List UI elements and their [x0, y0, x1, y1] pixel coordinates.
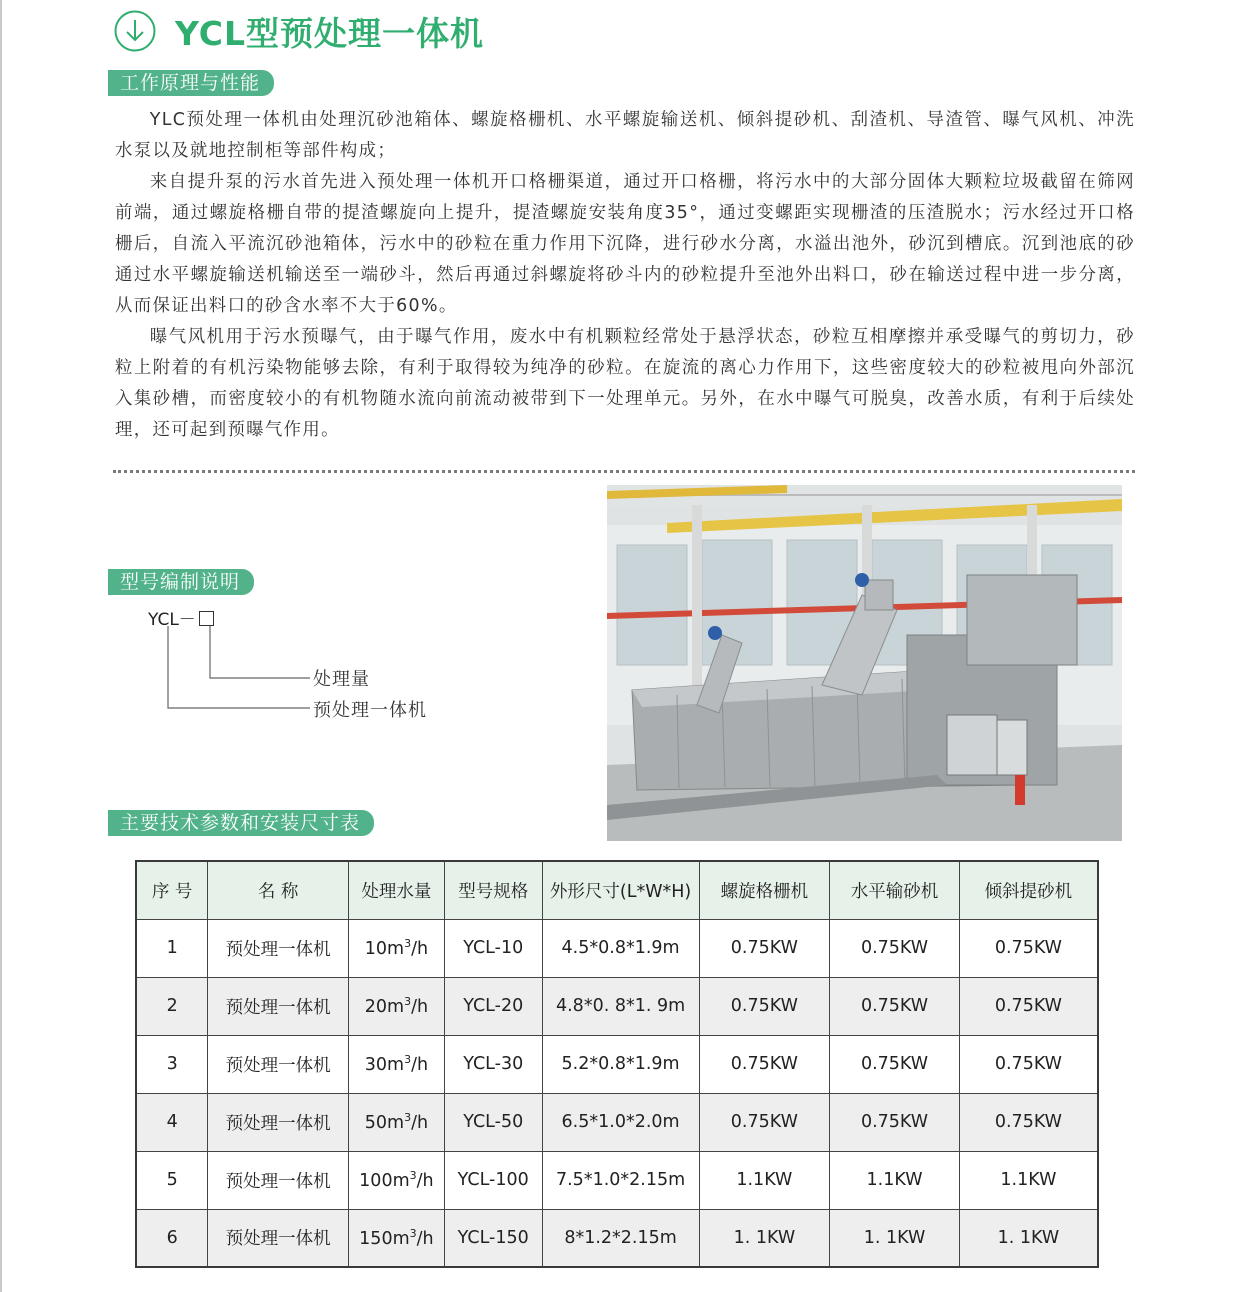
- flow-unit-suffix: /h: [416, 1171, 434, 1191]
- cell-inclined-lifter: 0.75KW: [959, 1035, 1098, 1093]
- flow-unit-suffix: /h: [411, 997, 429, 1017]
- cell-no: 6: [136, 1209, 208, 1267]
- cell-size: 4.5*0.8*1.9m: [542, 919, 699, 977]
- cell-no: 1: [136, 919, 208, 977]
- flow-unit-suffix: /h: [411, 1113, 429, 1133]
- spec-table: [135, 860, 1099, 1268]
- cell-no: 4: [136, 1093, 208, 1151]
- intro-paragraph-1: YLC预处理一体机由处理沉砂池箱体、螺旋格栅机、水平螺旋输送机、倾斜提砂机、刮渣机、导渣管、曝气风机、冲洗水泵以及就地控制柜等部件构成；: [115, 110, 1135, 161]
- page-title: YCL型预处理一体机: [175, 13, 484, 53]
- cell-flow: [348, 1209, 444, 1267]
- cell-inclined-lifter: 0.75KW: [959, 1093, 1098, 1151]
- model-code-lines: [160, 626, 320, 726]
- model-code-prefix: YCL－: [148, 610, 196, 630]
- cell-inclined-lifter: 0.75KW: [959, 919, 1098, 977]
- header-model: 型号规格: [444, 861, 542, 919]
- cell-horizontal-conveyor: 0.75KW: [830, 1093, 960, 1151]
- equipment-photo: [607, 485, 1122, 841]
- cell-size: 8*1.2*2.15m: [542, 1209, 699, 1267]
- cell-flow: [348, 1035, 444, 1093]
- cell-horizontal-conveyor: 0.75KW: [830, 977, 960, 1035]
- cell-horizontal-conveyor: 1. 1KW: [830, 1209, 960, 1267]
- cell-flow: [348, 919, 444, 977]
- header-size: 外形尺寸(L*W*H): [542, 861, 699, 919]
- down-arrow-circle-icon: [113, 9, 157, 53]
- flow-unit-sup: 3: [404, 1053, 412, 1066]
- table-row: [136, 1035, 1098, 1093]
- cell-model: YCL-50: [444, 1093, 542, 1151]
- cell-size: 7.5*1.0*2.15m: [542, 1151, 699, 1209]
- cell-screw-screen: 1.1KW: [699, 1151, 830, 1209]
- cell-no: 2: [136, 977, 208, 1035]
- cell-no: 3: [136, 1035, 208, 1093]
- flow-unit-suffix: /h: [416, 1228, 434, 1249]
- intro-paragraph-2: 来自提升泵的污水首先进入预处理一体机开口格栅渠道，通过开口格栅，将污水中的大部分固体大颗粒垃圾截留在筛网前端，通过螺旋格栅自带的提渣螺旋向上提升，提渣螺旋安装角度35°，通过变螺距实现栅渣的压渣脱水；污水经过开口格栅后，自流入平流沉砂池箱体，污水中的砂粒在重力作用下沉降，进行砂水分离，水溢出池外，砂沉到槽底。沉到池底的砂通过水平螺旋输送机输送至一端砂斗，然后再通过斜螺旋将砂斗内的砂粒提升至池外出料口，砂在输送过程中进一步分离，从而保证出料口的砂含水率不大于60%。: [115, 172, 1135, 316]
- flow-unit-sup: 3: [409, 1226, 417, 1240]
- cell-no: 5: [136, 1151, 208, 1209]
- cell-screw-screen: 0.75KW: [699, 1035, 830, 1093]
- table-row: [136, 1093, 1098, 1151]
- flow-unit-base: m: [392, 1228, 410, 1249]
- section-tag-principle: 工作原理与性能: [108, 70, 274, 96]
- model-code-box: [199, 611, 214, 626]
- cell-model: YCL-150: [444, 1209, 542, 1267]
- section-tag-model-code: 型号编制说明: [108, 569, 254, 595]
- intro-paragraph-3: 曝气风机用于污水预曝气，由于曝气作用，废水中有机颗粒经常处于悬浮状态，砂粒互相摩擦并承受曝气的剪切力，砂粒上附着的有机污染物能够去除，有利于取得较为纯净的砂粒。在旋流的离心力作用下，这些密度较大的砂粒被甩向外部沉入集砂槽，而密度较小的有机物随水流向前流动被带到下一处理单元。另外，在水中曝气可脱臭，改善水质，有利于后续处理，还可起到预曝气作用。: [115, 327, 1135, 440]
- table-header-row: [136, 861, 1098, 919]
- header-inclined-lifter: 倾斜提砂机: [959, 861, 1098, 919]
- cell-inclined-lifter: 1.1KW: [959, 1151, 1098, 1209]
- cell-screw-screen: 0.75KW: [699, 977, 830, 1035]
- cell-screw-screen: 0.75KW: [699, 919, 830, 977]
- cell-name: 预处理一体机: [208, 1151, 349, 1209]
- flow-unit-sup: 3: [404, 995, 412, 1008]
- header-no: 序 号: [136, 861, 208, 919]
- section-tag-params: 主要技术参数和安装尺寸表: [108, 810, 374, 836]
- cell-name: 预处理一体机: [208, 919, 349, 977]
- cell-size: 5.2*0.8*1.9m: [542, 1035, 699, 1093]
- cell-flow: [348, 977, 444, 1035]
- cell-horizontal-conveyor: 0.75KW: [830, 1035, 960, 1093]
- header-name: 名 称: [208, 861, 349, 919]
- model-label-name: 预处理一体机: [313, 700, 427, 721]
- cell-horizontal-conveyor: 0.75KW: [830, 919, 960, 977]
- cell-inclined-lifter: 1. 1KW: [959, 1209, 1098, 1267]
- flow-unit-base: m: [387, 1113, 405, 1133]
- flow-unit-sup: 3: [404, 937, 412, 950]
- flow-unit-base: m: [387, 997, 405, 1017]
- flow-unit-sup: 3: [404, 1111, 412, 1124]
- flow-unit-suffix: /h: [411, 1055, 429, 1075]
- flow-value: 50: [364, 1113, 388, 1133]
- page-left-border: [0, 0, 2, 1292]
- cell-inclined-lifter: 0.75KW: [959, 977, 1098, 1035]
- table-row: [136, 1151, 1098, 1209]
- cell-size: 6.5*1.0*2.0m: [542, 1093, 699, 1151]
- cell-screw-screen: 0.75KW: [699, 1093, 830, 1151]
- cell-model: YCL-10: [444, 919, 542, 977]
- flow-unit-base: m: [387, 939, 405, 959]
- principle-text: [115, 105, 1135, 446]
- flow-value: 10: [364, 939, 388, 959]
- cell-flow: [348, 1151, 444, 1209]
- cell-model: YCL-100: [444, 1151, 542, 1209]
- header-screw-screen: 螺旋格栅机: [699, 861, 830, 919]
- cell-flow: [348, 1093, 444, 1151]
- flow-unit-sup: 3: [409, 1169, 417, 1182]
- cell-name: 预处理一体机: [208, 1035, 349, 1093]
- header-flow: 处理水量: [348, 861, 444, 919]
- cell-horizontal-conveyor: 1.1KW: [830, 1151, 960, 1209]
- flow-value: 100: [359, 1171, 393, 1191]
- table-row: [136, 1209, 1098, 1267]
- flow-value: 30: [364, 1055, 388, 1075]
- model-label-capacity: 处理量: [313, 669, 370, 690]
- flow-value: 20: [364, 997, 388, 1017]
- flow-value: 150: [359, 1228, 393, 1249]
- dotted-divider: [113, 470, 1135, 473]
- cell-model: YCL-20: [444, 977, 542, 1035]
- header-horizontal-conveyor: 水平输砂机: [830, 861, 960, 919]
- cell-name: 预处理一体机: [208, 977, 349, 1035]
- table-row: [136, 977, 1098, 1035]
- page-header: [113, 8, 484, 54]
- table-row: [136, 919, 1098, 977]
- cell-model: YCL-30: [444, 1035, 542, 1093]
- flow-unit-suffix: /h: [411, 939, 429, 959]
- cell-name: 预处理一体机: [208, 1209, 349, 1267]
- flow-unit-base: m: [392, 1171, 410, 1191]
- cell-name: 预处理一体机: [208, 1093, 349, 1151]
- cell-screw-screen: 1. 1KW: [699, 1209, 830, 1267]
- flow-unit-base: m: [387, 1055, 405, 1075]
- cell-size: 4.8*0. 8*1. 9m: [542, 977, 699, 1035]
